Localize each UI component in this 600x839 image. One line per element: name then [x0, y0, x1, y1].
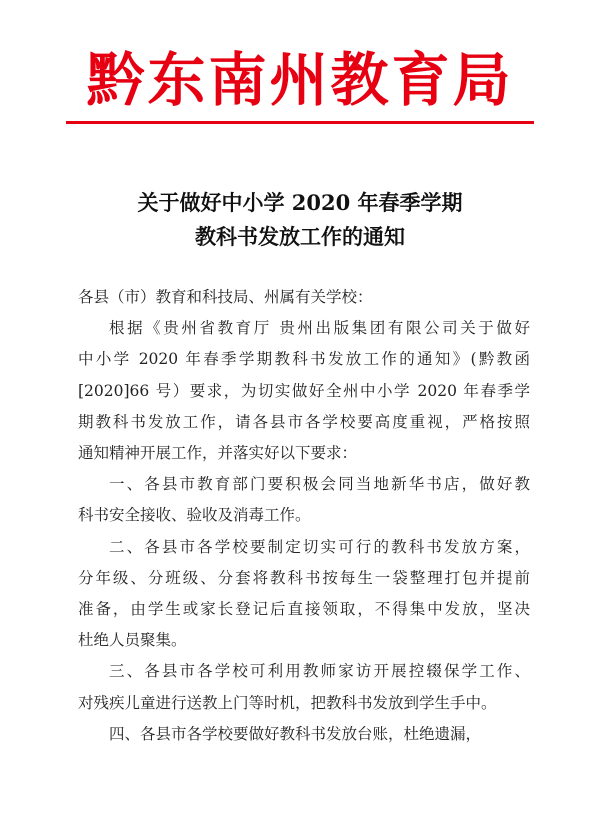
text-line: [2020]66 号）要求，为切实做好全州中小学 2020 年春季学	[78, 381, 530, 400]
text-line: 一、各县市教育部门要积极会同当地新华书店，做好教	[109, 475, 530, 494]
paragraph	[78, 656, 530, 718]
text-line: 准备，由学生或家长登记后直接领取，不得集中发放，坚决	[78, 600, 530, 619]
text-line: 二、各县市各学校要制定切实可行的教科书发放方案，	[109, 537, 530, 556]
paragraph	[78, 532, 530, 657]
letterhead	[0, 48, 600, 112]
text-line: 杜绝人员聚集。	[78, 631, 187, 650]
paragraph	[78, 469, 530, 531]
text-line: 对残疾儿童进行送教上门等时机，把教科书发放到学生手中。	[78, 693, 497, 712]
text-line: 科书安全接收、验收及消毒工作。	[78, 506, 311, 525]
paragraph	[78, 719, 530, 750]
paragraph	[78, 313, 530, 469]
salutation: 各县（市）教育和科技局、州属有关学校：	[78, 288, 373, 306]
org-title: 黔东南州教育局	[86, 46, 514, 114]
title-line-1: 关于做好中小学 2020 年春季学期	[137, 190, 463, 215]
text-line: 期教科书发放工作，请各县市各学校要高度重视，严格按照	[78, 412, 530, 431]
red-divider	[66, 121, 534, 124]
document-body	[78, 282, 530, 750]
text-line: 根据《贵州省教育厅 贵州出版集团有限公司关于做好	[109, 319, 530, 338]
title-line-2: 教科书发放工作的通知	[195, 224, 405, 249]
text-line: 通知精神开展工作，并落实好以下要求：	[78, 444, 358, 463]
text-line: 中小学 2020 年春季学期教科书发放工作的通知》(黔教函	[78, 350, 530, 369]
text-line: 分年级、分班级、分套将教科书按每生一袋整理打包并提前	[78, 568, 530, 587]
document-title	[0, 186, 600, 254]
text-line: 四、各县市各学校要做好教科书发放台账，杜绝遗漏，	[109, 724, 482, 743]
text-line: 三、各县市各学校可利用教师家访开展控辍保学工作、	[109, 662, 530, 681]
